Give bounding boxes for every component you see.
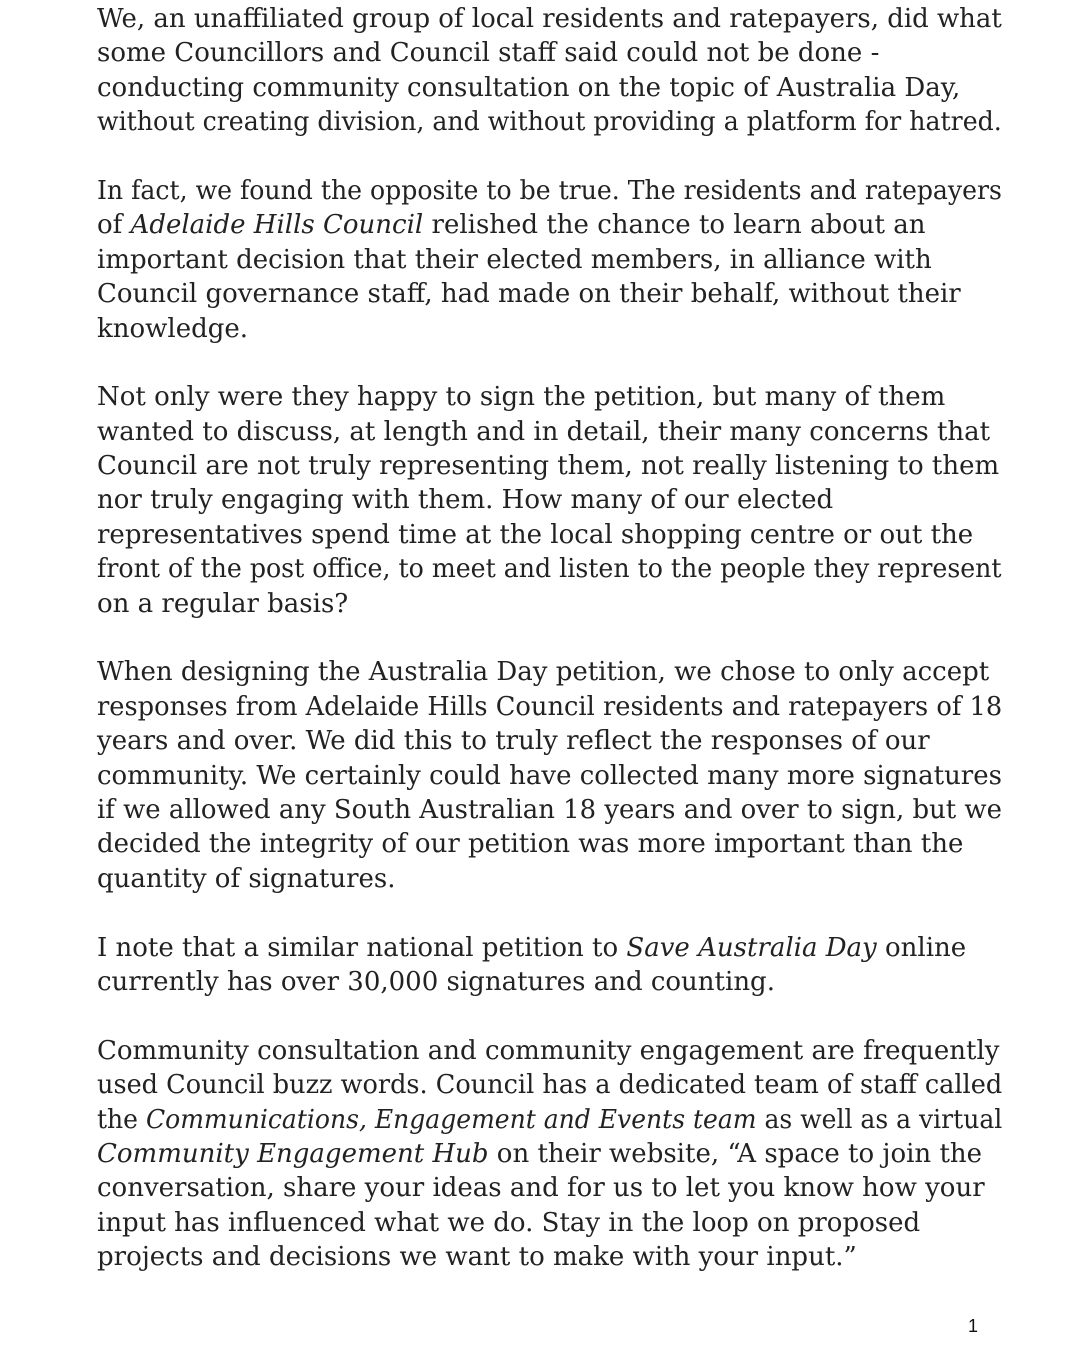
paragraph-2 <box>97 174 1002 346</box>
text-line: When designing the Australia Day petition, we chose to only accept <box>97 657 990 688</box>
text-line: without creating division, and without providing a platform for hatred. <box>97 107 1002 138</box>
text-line: years and over. We did this to truly reflect the responses of our <box>97 726 930 757</box>
text-fragment: relished the chance to learn about an <box>423 210 926 241</box>
text-line <box>97 1103 1003 1137</box>
text-line: conversation, share your ideas and for us to let you know how your <box>97 1173 985 1204</box>
text-fragment: the <box>97 1104 146 1135</box>
text-line: projects and decisions we want to make with your input.” <box>97 1242 857 1273</box>
text-line: used Council buzz words. Council has a dedicated team of staff called <box>97 1070 1003 1101</box>
text-line: on a regular basis? <box>97 588 349 619</box>
paragraph-gap <box>97 999 997 1033</box>
text-line: quantity of signatures. <box>97 863 396 894</box>
text-line: community. We certainly could have collected many more signatures <box>97 760 1002 791</box>
paragraph-3 <box>97 380 1002 621</box>
text-fragment: of <box>97 210 131 241</box>
text-line: some Councillors and Council staff said could not be done - <box>97 38 880 69</box>
paragraph-1 <box>97 2 1002 140</box>
text-line: decided the integrity of our petition was more important than the <box>97 829 964 860</box>
paragraph-4 <box>97 655 1003 896</box>
page-number: 1 <box>968 1316 979 1336</box>
text-line: representatives spend time at the local shopping centre or out the <box>97 519 974 550</box>
text-line: Not only were they happy to sign the petition, but many of them <box>97 382 946 413</box>
paragraph-6 <box>97 1034 1003 1275</box>
text-line: wanted to discuss, at length and in detail, their many concerns that <box>97 416 991 447</box>
text-line: Community consultation and community engagement are frequently <box>97 1035 1000 1066</box>
paragraph-gap <box>97 896 997 930</box>
text-line: Council are not truly representing them, not really listening to them <box>97 451 1000 482</box>
paragraph-gap <box>97 140 997 174</box>
italic-phrase: Adelaide Hills Council <box>130 210 424 241</box>
paragraph-gap <box>97 621 997 655</box>
italic-phrase: Communications, Engagement and Events team <box>145 1104 757 1135</box>
text-fragment: I note that a similar national petition to <box>97 932 627 963</box>
italic-phrase: Community Engagement Hub <box>97 1138 489 1169</box>
text-line <box>97 931 997 965</box>
text-fragment: online <box>876 932 967 963</box>
text-fragment: on their website, “A space to join the <box>488 1138 983 1169</box>
text-line: knowledge. <box>97 313 249 344</box>
text-line <box>97 1137 997 1171</box>
document-body <box>97 2 1003 1274</box>
text-line: Council governance staff, had made on their behalf, without their <box>97 279 961 310</box>
text-fragment: as well as a virtual <box>756 1104 1003 1135</box>
text-line <box>97 208 997 242</box>
text-line: currently has over 30,000 signatures and counting. <box>97 966 775 997</box>
text-line: nor truly engaging with them. How many of our elected <box>97 485 834 516</box>
text-line: front of the post office, to meet and listen to the people they represent <box>97 554 1002 585</box>
text-line: important decision that their elected members, in alliance with <box>97 244 932 275</box>
text-line: if we allowed any South Australian 18 years and over to sign, but we <box>97 794 1002 825</box>
text-line: input has influenced what we do. Stay in the loop on proposed <box>97 1207 921 1238</box>
paragraph-gap <box>97 346 997 380</box>
text-line: conducting community consultation on the topic of Australia Day, <box>97 72 961 103</box>
text-line: We, an unaffiliated group of local residents and ratepayers, did what <box>97 4 1002 34</box>
text-line: In fact, we found the opposite to be true. The residents and ratepayers <box>97 175 1002 206</box>
paragraph-5 <box>97 931 997 1000</box>
italic-phrase: Save Australia Day <box>626 932 877 963</box>
text-line: responses from Adelaide Hills Council residents and ratepayers of 18 <box>97 691 1003 722</box>
